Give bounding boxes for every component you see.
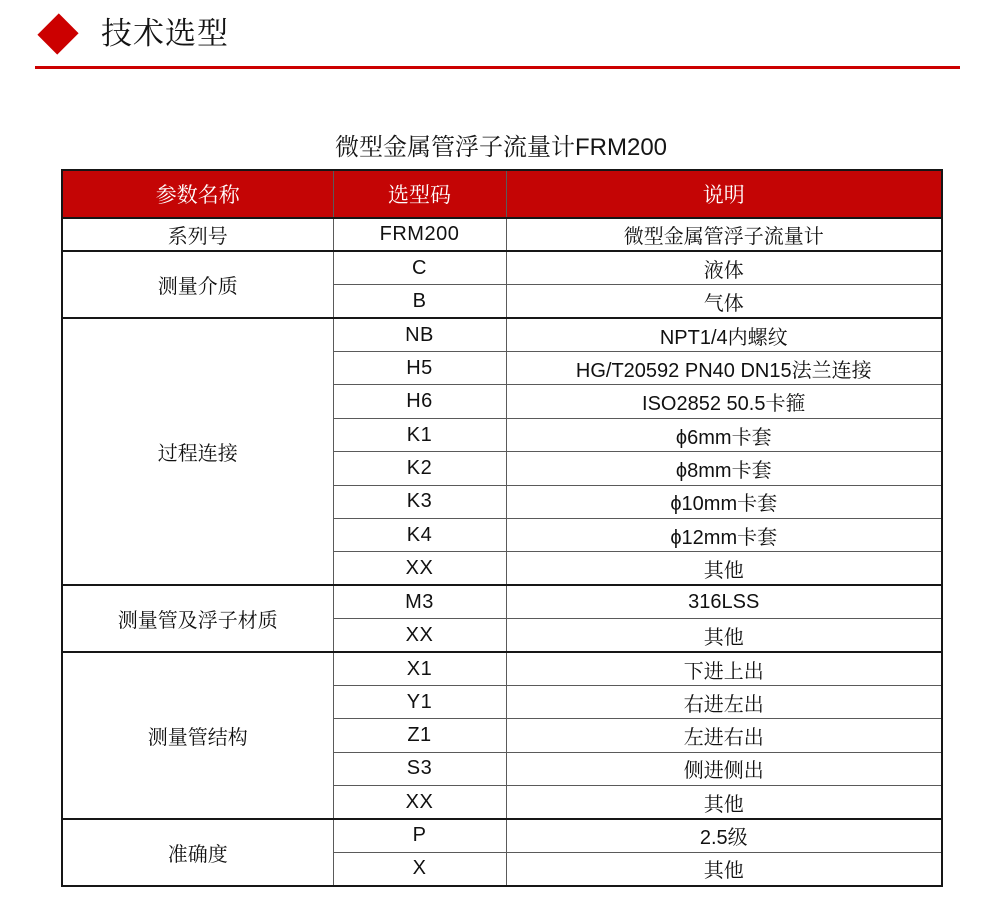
selection-code-cell: P xyxy=(333,819,506,852)
parameter-name-cell: 系列号 xyxy=(62,218,333,251)
selection-code-cell: Y1 xyxy=(333,685,506,718)
description-cell: 316LSS xyxy=(506,585,942,618)
diamond-bullet-icon xyxy=(37,13,78,54)
parameter-name-cell: 测量管及浮子材质 xyxy=(62,585,333,652)
selection-code-cell: FRM200 xyxy=(333,218,506,251)
selection-code-cell: C xyxy=(333,251,506,284)
selection-code-cell: NB xyxy=(333,318,506,351)
selection-table-body xyxy=(62,218,942,886)
selection-table xyxy=(61,169,943,887)
selection-code-cell: M3 xyxy=(333,585,506,618)
selection-code-cell: H5 xyxy=(333,352,506,385)
header-selection-code: 选型码 xyxy=(333,170,506,218)
description-cell: HG/T20592 PN40 DN15法兰连接 xyxy=(506,352,942,385)
description-cell: 右进左出 xyxy=(506,685,942,718)
description-cell: 其他 xyxy=(506,619,942,652)
section-title: 技术选型 xyxy=(101,16,229,52)
table-row xyxy=(62,819,942,852)
table-title: 微型金属管浮子流量计FRM200 xyxy=(334,134,668,161)
table-row xyxy=(62,318,942,351)
parameter-name-cell: 测量介质 xyxy=(62,251,333,318)
description-cell: 侧进侧出 xyxy=(506,752,942,785)
header-parameter-name: 参数名称 xyxy=(62,170,333,218)
table-row xyxy=(62,585,942,618)
description-cell: ISO2852 50.5卡箍 xyxy=(506,385,942,418)
section-divider xyxy=(35,66,960,69)
table-row xyxy=(62,218,942,251)
description-cell: 其他 xyxy=(506,852,942,885)
description-cell: 微型金属管浮子流量计 xyxy=(506,218,942,251)
description-cell: ϕ10mm卡套 xyxy=(506,485,942,518)
parameter-name-cell: 准确度 xyxy=(62,819,333,886)
selection-code-cell: H6 xyxy=(333,385,506,418)
description-cell: 其他 xyxy=(506,552,942,585)
selection-code-cell: X1 xyxy=(333,652,506,685)
description-cell: 2.5级 xyxy=(506,819,942,852)
description-cell: 左进右出 xyxy=(506,719,942,752)
selection-code-cell: K3 xyxy=(333,485,506,518)
description-cell: 气体 xyxy=(506,285,942,318)
selection-code-cell: Z1 xyxy=(333,719,506,752)
table-row xyxy=(62,652,942,685)
table-row xyxy=(62,251,942,284)
description-cell: ϕ6mm卡套 xyxy=(506,418,942,451)
selection-code-cell: K2 xyxy=(333,452,506,485)
selection-table-header xyxy=(62,170,942,218)
description-cell: 液体 xyxy=(506,251,942,284)
description-cell: ϕ12mm卡套 xyxy=(506,519,942,552)
description-cell: 其他 xyxy=(506,786,942,819)
header-description: 说明 xyxy=(506,170,942,218)
selection-code-cell: XX xyxy=(333,786,506,819)
parameter-name-cell: 测量管结构 xyxy=(62,652,333,819)
parameter-name-cell: 过程连接 xyxy=(62,318,333,585)
description-cell: NPT1/4内螺纹 xyxy=(506,318,942,351)
header-row xyxy=(62,170,942,218)
selection-code-cell: K1 xyxy=(333,418,506,451)
selection-code-cell: XX xyxy=(333,619,506,652)
description-cell: ϕ8mm卡套 xyxy=(506,452,942,485)
selection-code-cell: X xyxy=(333,852,506,885)
selection-code-cell: S3 xyxy=(333,752,506,785)
selection-code-cell: XX xyxy=(333,552,506,585)
selection-code-cell: B xyxy=(333,285,506,318)
description-cell: 下进上出 xyxy=(506,652,942,685)
selection-code-cell: K4 xyxy=(333,519,506,552)
section-header xyxy=(38,14,229,54)
